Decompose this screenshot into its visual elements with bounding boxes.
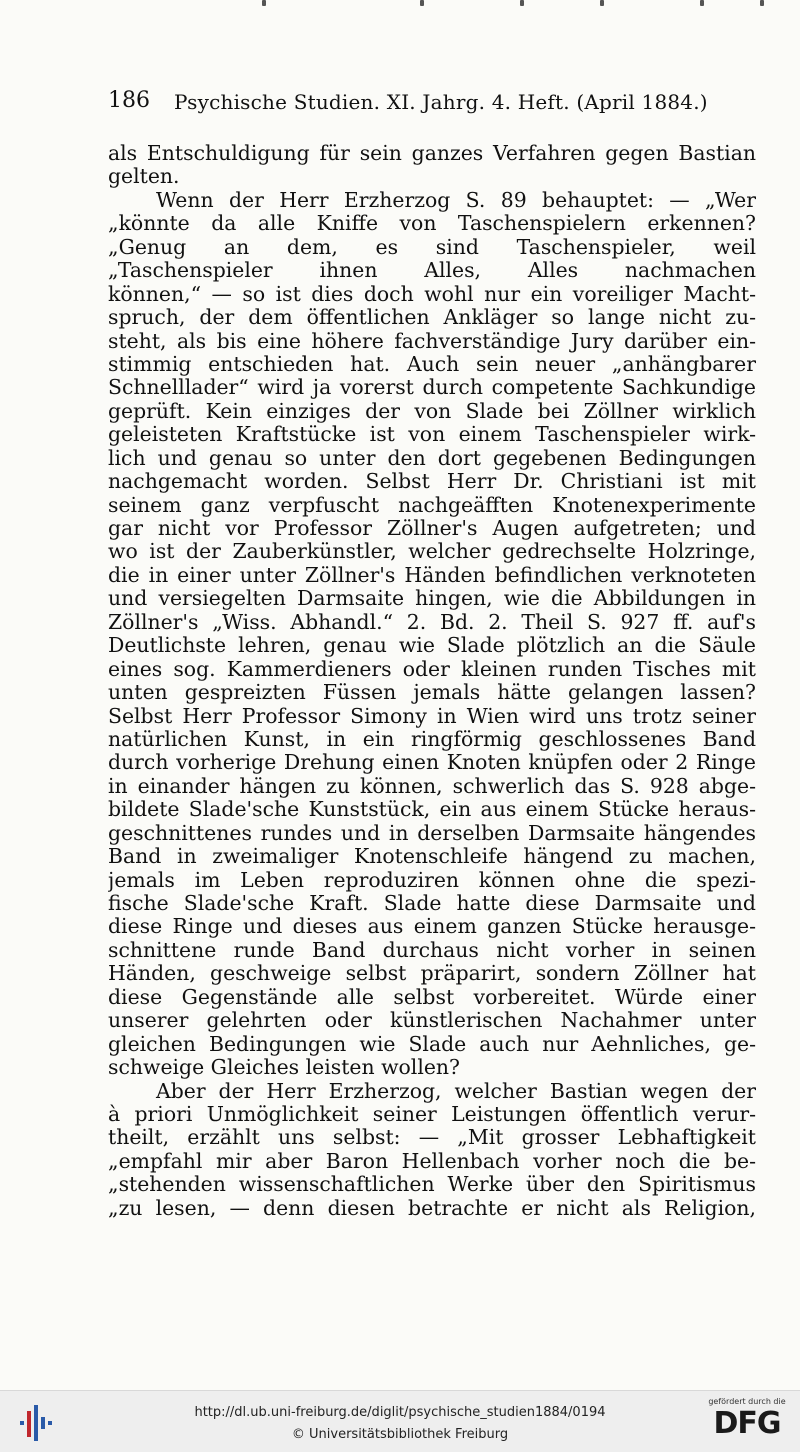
text-line: in einander hängen zu können, schwerlich das S. 928 abge-: [108, 774, 756, 798]
text-line: seinem ganz verpfuscht nachgeäfften Knotenexperimente: [108, 493, 756, 517]
body-text: [108, 142, 756, 1220]
permalink-url[interactable]: http://dl.ub.uni-freiburg.de/diglit/psychische_studien1884/0194: [194, 1405, 606, 1420]
text-line: diese Gegenstände alle selbst vorbereitet. Würde einer: [108, 985, 756, 1009]
text-line: gelten.: [108, 165, 180, 189]
text-line: können,“ — so ist dies doch wohl nur ein voreiliger Macht-: [108, 282, 756, 306]
funding-note: gefördert durch die: [708, 1397, 786, 1406]
text-line: durch vorherige Drehung einen Knoten knüpfen oder 2 Ringe: [108, 751, 756, 775]
text-line: unserer gelehrten oder künstlerischen Nachahmer unter: [108, 1009, 756, 1033]
text-line: steht, als bis eine höhere fachverständige Jury darüber ein-: [108, 329, 756, 353]
text-line: Band in zweimaliger Knotenschleife hängend zu machen,: [108, 845, 756, 869]
text-line: „Taschenspieler ihnen Alles, Alles nachmachen: [108, 259, 756, 283]
text-line: fische Slade'sche Kraft. Slade hatte diese Darmsaite und: [108, 892, 756, 915]
text-line: geprüft. Kein einziges der von Slade bei Zöllner wirklich: [108, 399, 756, 423]
text-line: bildete Slade'sche Kunststück, ein aus einem Stücke heraus-: [108, 798, 756, 822]
text-line: diese Ringe und dieses aus einem ganzen Stücke herausge-: [108, 915, 756, 939]
text-line: Wenn der Herr Erzherzog S. 89 behauptet: — „Wer: [156, 188, 756, 212]
text-line: Selbst Herr Professor Simony in Wien wird uns trotz seiner: [108, 704, 756, 728]
text-line: Schnelllader“ wird ja vorerst durch competente Sachkundige: [108, 376, 756, 400]
dfg-mark: DFG: [713, 1406, 781, 1441]
text-line: als Entschuldigung für sein ganzes Verfahren gegen Bastian: [108, 142, 756, 165]
text-line: theilt, erzählt uns selbst: — „Mit grosser Lebhaftigkeit: [108, 1126, 756, 1150]
cropped-top-line: [0, 0, 800, 14]
page-number: 186: [108, 88, 150, 113]
text-line: Aber der Herr Erzherzog, welcher Bastian wegen der: [156, 1079, 756, 1103]
text-line: lich und genau so unter den dort gegebenen Bedingungen: [108, 446, 756, 470]
text-line: schnittene runde Band durchaus nicht vorher in seinen: [108, 938, 756, 962]
text-line: eines sog. Kammerdieners oder kleinen runden Tisches mit: [108, 657, 756, 681]
dfg-logo: [700, 1397, 794, 1447]
viewer-footer: [0, 1390, 800, 1452]
text-line: nachgemacht worden. Selbst Herr Dr. Christiani ist mit: [108, 470, 756, 494]
text-line: stimmig entschieden hat. Auch sein neuer „anhängbarer: [108, 352, 756, 376]
text-line: natürlichen Kunst, in ein ringförmig geschlossenes Band: [108, 727, 756, 751]
text-line: „könnte da alle Kniffe von Taschenspielern erkennen?: [108, 212, 756, 236]
text-line: gar nicht vor Professor Zöllner's Augen aufgetreten; und: [108, 517, 756, 540]
text-line: geschnittenes rundes und in derselben Darmsaite hängendes: [108, 821, 756, 845]
text-line: schweige Gleiches leisten wollen?: [108, 1056, 460, 1080]
text-line: die in einer unter Zöllner's Händen befindlichen verknoteten: [108, 563, 756, 587]
running-head: Psychische Studien. XI. Jahrg. 4. Heft. (April 1884.): [174, 90, 708, 114]
text-line: unten gespreizten Füssen jemals hätte gelangen lassen?: [108, 681, 756, 705]
text-line: spruch, der dem öffentlichen Ankläger so lange nicht zu-: [108, 306, 756, 330]
text-line: „empfahl mir aber Baron Hellenbach vorher noch die be-: [108, 1149, 756, 1173]
text-line: und versiegelten Darmsaite hingen, wie die Abbildungen in: [108, 587, 756, 611]
text-line: gleichen Bedingungen wie Slade auch nur Aehnliches, ge-: [108, 1032, 756, 1056]
text-line: „zu lesen, — denn diesen betrachte er nicht als Religion,: [108, 1196, 756, 1220]
text-line: „Genug an dem, es sind Taschenspieler, weil: [108, 235, 756, 259]
text-line: „stehenden wissenschaftlichen Werke über den Spiritismus: [108, 1173, 756, 1197]
text-line: Deutlichste lehren, genau wie Slade plötzlich an die Säule: [108, 634, 756, 658]
copyright-notice: © Universitätsbibliothek Freiburg: [291, 1427, 509, 1442]
text-line: Zöllner's „Wiss. Abhandl.“ 2. Bd. 2. Theil S. 927 ff. auf's: [108, 610, 756, 634]
page-header: [108, 88, 758, 122]
text-line: wo ist der Zauberkünstler, welcher gedrechselte Holzringe,: [108, 540, 756, 564]
text-line: geleisteten Kraftstücke ist von einem Taschenspieler wirk-: [108, 423, 756, 447]
text-line: jemals im Leben reproduziren können ohne die spezi-: [108, 868, 756, 892]
text-line: à priori Unmöglichkeit seiner Leistungen öffentlich verur-: [108, 1102, 756, 1126]
text-line: Händen, geschweige selbst präparirt, sondern Zöllner hat: [108, 962, 756, 986]
